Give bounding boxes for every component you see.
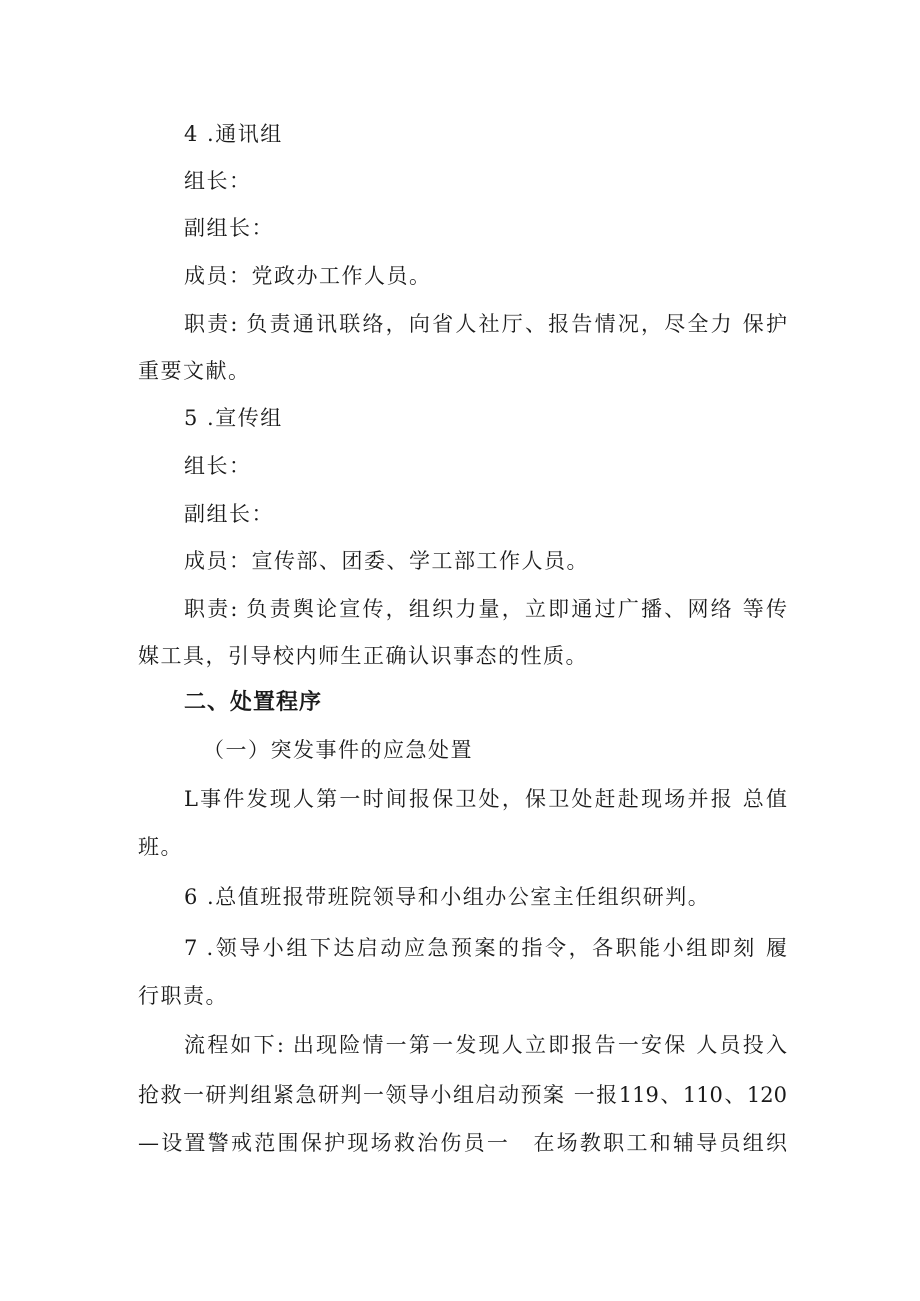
- step-6: 6 .总值班报带班院领导和小组办公室主任组织研判。: [184, 885, 711, 909]
- flow-line-2: 抢救一研判组紧急研判一领导小组启动预案 一报119、110、120: [138, 1083, 787, 1107]
- comm-group-leader: 组长：: [184, 169, 252, 193]
- comm-group-deputy-leader: 副组长：: [184, 216, 274, 240]
- publicity-group-deputy-leader: 副组长：: [184, 502, 274, 526]
- step-1-line-2: 班。: [138, 835, 183, 859]
- publicity-group-leader: 组长：: [184, 454, 252, 478]
- publicity-group-members: 成员：宣传部、团委、学工部工作人员。: [184, 549, 589, 573]
- comm-group-members: 成员：党政办工作人员。: [184, 264, 432, 288]
- section-title-publicity-group: 5 .宣传组: [184, 406, 283, 430]
- subheading-emergency-response: （一）突发事件的应急处置: [203, 738, 473, 762]
- comm-group-duties-line-2: 重要文献。: [138, 359, 251, 383]
- comm-group-duties-line-1: 职责: 负责通讯联络，向省人社厅、报告情况，尽全力 保护: [184, 312, 787, 336]
- heading-disposal-procedure: 二、处置程序: [184, 690, 323, 715]
- publicity-group-duties-line-2: 媒工具，引导校内师生正确认识事态的性质。: [138, 644, 588, 668]
- step-1-line-1: L事件发现人第一时间报保卫处，保卫处赶赴现场并报 总值: [184, 787, 787, 811]
- step-7-line-1: 7 .领导小组下达启动应急预案的指令，各职能小组即刻 履: [184, 936, 787, 960]
- flow-line-1: 流程如下: 出现险情一第一发现人立即报告一安保 人员投入: [184, 1033, 787, 1057]
- step-7-line-2: 行职责。: [138, 984, 228, 1008]
- section-title-communication-group: 4 .通讯组: [184, 122, 283, 146]
- publicity-group-duties-line-1: 职责: 负责舆论宣传，组织力量，立即通过广播、网络 等传: [184, 597, 787, 621]
- flow-line-3: —设置警戒范围保护现场救治伤员一 在场教职工和辅导员组织: [138, 1131, 787, 1155]
